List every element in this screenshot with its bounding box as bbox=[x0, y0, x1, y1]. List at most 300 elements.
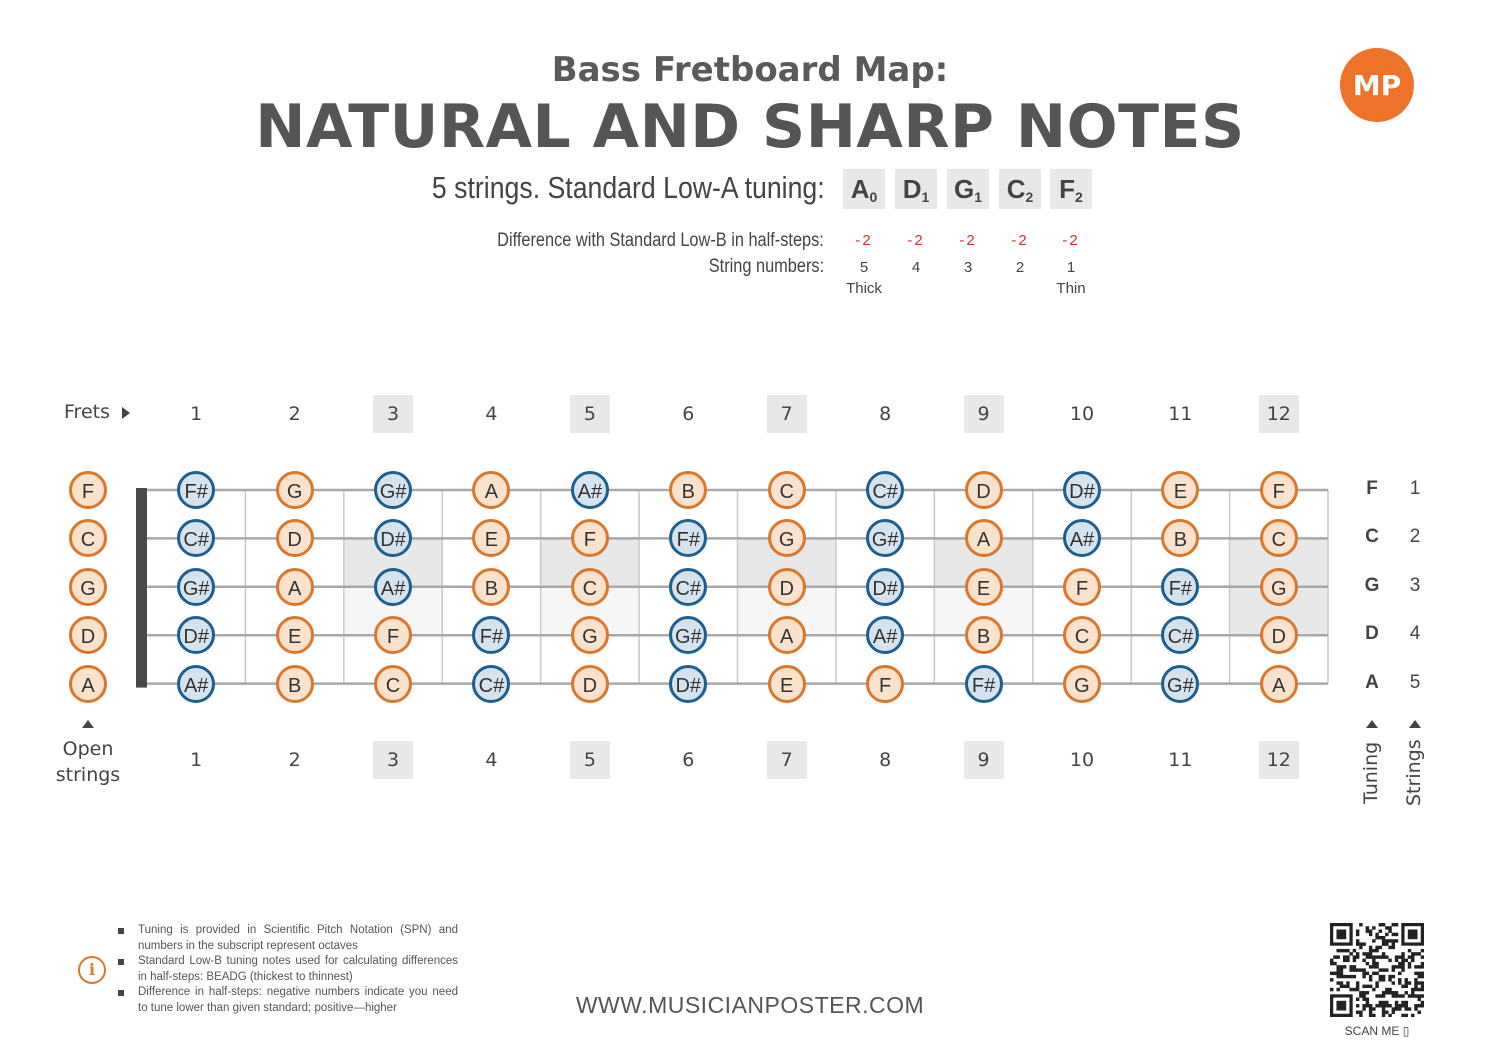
qr-module bbox=[1401, 968, 1404, 971]
qr-module bbox=[1398, 981, 1401, 984]
open-string-note: F bbox=[69, 471, 107, 509]
qr-module bbox=[1369, 978, 1372, 981]
qr-module bbox=[1382, 994, 1385, 997]
natural-note: D bbox=[571, 665, 609, 703]
string-column-number: 5 bbox=[1409, 671, 1421, 693]
qr-module bbox=[1398, 994, 1401, 997]
natural-note: C bbox=[768, 471, 806, 509]
qr-module bbox=[1372, 926, 1375, 929]
qr-module bbox=[1401, 959, 1404, 962]
natural-note: G bbox=[1260, 568, 1298, 606]
qr-module bbox=[1408, 949, 1411, 952]
qr-module bbox=[1401, 994, 1404, 997]
sharp-note: G# bbox=[866, 519, 904, 557]
qr-module bbox=[1369, 946, 1372, 949]
half-step-difference: -2 bbox=[959, 232, 977, 249]
qr-module bbox=[1349, 975, 1352, 978]
qr-module bbox=[1395, 959, 1398, 962]
qr-module bbox=[1356, 981, 1359, 984]
qr-module bbox=[1330, 972, 1333, 975]
qr-module bbox=[1421, 1004, 1424, 1007]
qr-module bbox=[1395, 923, 1398, 926]
qr-module bbox=[1382, 975, 1385, 978]
fret-number-bottom: 12 bbox=[1259, 741, 1299, 779]
qr-module bbox=[1382, 1001, 1385, 1004]
qr-module bbox=[1385, 926, 1388, 929]
qr-module bbox=[1418, 1004, 1421, 1007]
qr-module bbox=[1392, 923, 1395, 926]
qr-module bbox=[1414, 965, 1417, 968]
string-number: 5 bbox=[859, 259, 869, 276]
natural-note: D bbox=[276, 519, 314, 557]
qr-module bbox=[1330, 988, 1333, 991]
qr-module bbox=[1388, 946, 1391, 949]
fret-number-top: 3 bbox=[373, 395, 413, 433]
qr-module bbox=[1366, 926, 1369, 929]
qr-module bbox=[1414, 972, 1417, 975]
qr-module bbox=[1336, 975, 1339, 978]
string-column-number: 1 bbox=[1409, 478, 1421, 499]
natural-note: F bbox=[866, 665, 904, 703]
qr-module bbox=[1401, 962, 1404, 965]
natural-note: G bbox=[768, 519, 806, 557]
qr-module bbox=[1382, 1004, 1385, 1007]
qr-module bbox=[1418, 998, 1421, 1001]
qr-module bbox=[1382, 978, 1385, 981]
fret-number-bottom: 9 bbox=[964, 741, 1004, 779]
qr-module bbox=[1421, 972, 1424, 975]
qr-module bbox=[1369, 949, 1372, 952]
qr-module bbox=[1421, 975, 1424, 978]
qr-module bbox=[1369, 955, 1372, 958]
fret-number-top: 6 bbox=[682, 403, 695, 425]
qr-module bbox=[1382, 968, 1385, 971]
tuning-arrow-icon bbox=[1366, 720, 1378, 728]
qr-module bbox=[1395, 939, 1398, 942]
scan-me-label bbox=[1330, 1024, 1424, 1038]
qr-finder bbox=[1336, 929, 1346, 939]
footnote-item: Standard Low-B tuning notes used for calculating differences in half-steps: BEADG (thickest to thinnest) bbox=[118, 954, 458, 985]
qr-module bbox=[1392, 968, 1395, 971]
sharp-note: F# bbox=[669, 519, 707, 557]
qr-module bbox=[1382, 942, 1385, 945]
fret-number-bottom: 3 bbox=[373, 741, 413, 779]
qr-module bbox=[1392, 965, 1395, 968]
sharp-note: C# bbox=[472, 665, 510, 703]
fret-number-top: 12 bbox=[1259, 395, 1299, 433]
sharp-note: F# bbox=[177, 471, 215, 509]
qr-module bbox=[1372, 959, 1375, 962]
qr-module bbox=[1388, 959, 1391, 962]
qr-module bbox=[1359, 1014, 1362, 1017]
difference-label: Difference with Standard Low-B in half-steps: bbox=[497, 230, 824, 251]
natural-note: F bbox=[1260, 471, 1298, 509]
qr-module bbox=[1388, 926, 1391, 929]
sharp-note: A# bbox=[1063, 519, 1101, 557]
qr-module bbox=[1398, 972, 1401, 975]
qr-module bbox=[1369, 1014, 1372, 1017]
qr-module bbox=[1343, 955, 1346, 958]
fret-number-top: 2 bbox=[288, 403, 301, 425]
qr-module bbox=[1401, 1001, 1404, 1004]
tuning-octave: 1 bbox=[921, 189, 930, 205]
qr-module bbox=[1375, 962, 1378, 965]
qr-module bbox=[1411, 991, 1414, 994]
qr-module bbox=[1411, 955, 1414, 958]
qr-module bbox=[1330, 962, 1333, 965]
qr-module bbox=[1405, 1004, 1408, 1007]
qr-module bbox=[1388, 1014, 1391, 1017]
qr-module bbox=[1375, 965, 1378, 968]
fret-number-top: 1 bbox=[190, 403, 203, 425]
fret-number-top: 5 bbox=[570, 395, 610, 433]
qr-module bbox=[1369, 1007, 1372, 1010]
qr-module bbox=[1366, 972, 1369, 975]
tuning-column-note: D bbox=[1365, 623, 1379, 645]
qr-module bbox=[1392, 946, 1395, 949]
qr-module bbox=[1362, 972, 1365, 975]
sharp-note: G# bbox=[374, 471, 412, 509]
qr-module bbox=[1375, 981, 1378, 984]
tuning-note-box bbox=[947, 169, 989, 209]
qr-module bbox=[1408, 962, 1411, 965]
qr-module bbox=[1414, 1004, 1417, 1007]
natural-note: B bbox=[276, 665, 314, 703]
qr-module bbox=[1362, 991, 1365, 994]
tuning-note-box bbox=[843, 169, 885, 209]
qr-module bbox=[1421, 965, 1424, 968]
qr-module bbox=[1398, 1007, 1401, 1010]
tuning-label-vertical: Tuning bbox=[1360, 741, 1382, 804]
qr-module bbox=[1388, 991, 1391, 994]
qr-module bbox=[1333, 972, 1336, 975]
qr-module bbox=[1372, 965, 1375, 968]
qr-module bbox=[1359, 946, 1362, 949]
open-strings-label: Open strings bbox=[55, 738, 121, 786]
qr-module bbox=[1382, 936, 1385, 939]
frets-label: Frets bbox=[64, 401, 110, 423]
qr-module bbox=[1421, 994, 1424, 997]
qr-module bbox=[1366, 929, 1369, 932]
qr-module bbox=[1379, 1004, 1382, 1007]
sharp-note: C# bbox=[1161, 616, 1199, 654]
sharp-note: G# bbox=[1161, 665, 1199, 703]
natural-note: E bbox=[1161, 471, 1199, 509]
qr-module bbox=[1385, 933, 1388, 936]
qr-module bbox=[1401, 1014, 1404, 1017]
qr-module bbox=[1375, 972, 1378, 975]
qr-module bbox=[1379, 955, 1382, 958]
natural-note: D bbox=[965, 471, 1003, 509]
fret-number-bottom: 5 bbox=[570, 741, 610, 779]
qr-module bbox=[1411, 994, 1414, 997]
sharp-note: D# bbox=[1063, 471, 1101, 509]
sharp-note: F# bbox=[1161, 568, 1199, 606]
qr-module bbox=[1379, 1001, 1382, 1004]
sharp-note: G# bbox=[669, 616, 707, 654]
qr-module bbox=[1366, 1004, 1369, 1007]
qr-module bbox=[1379, 923, 1382, 926]
qr-module bbox=[1379, 975, 1382, 978]
footnote-item: Tuning is provided in Scientific Pitch Notation (SPN) and numbers in the subscript represent octaves bbox=[118, 923, 458, 954]
qr-module bbox=[1375, 1004, 1378, 1007]
qr-module bbox=[1346, 985, 1349, 988]
qr-module bbox=[1356, 952, 1359, 955]
tuning-note: A bbox=[850, 174, 870, 204]
qr-module bbox=[1392, 933, 1395, 936]
sharp-note: D# bbox=[374, 519, 412, 557]
qr-module bbox=[1356, 929, 1359, 932]
half-step-difference: -2 bbox=[1062, 232, 1080, 249]
qr-module bbox=[1353, 959, 1356, 962]
qr-module bbox=[1366, 955, 1369, 958]
string-column-number: 3 bbox=[1409, 574, 1421, 596]
tuning-note: G bbox=[953, 174, 975, 204]
qr-module bbox=[1398, 965, 1401, 968]
qr-module bbox=[1418, 965, 1421, 968]
qr-module bbox=[1340, 949, 1343, 952]
qr-module bbox=[1340, 985, 1343, 988]
qr-module bbox=[1353, 955, 1356, 958]
qr-module bbox=[1330, 959, 1333, 962]
tuning-octave: 1 bbox=[974, 189, 983, 205]
half-step-difference: -2 bbox=[907, 232, 925, 249]
qr-module bbox=[1369, 985, 1372, 988]
sharp-note: D# bbox=[866, 568, 904, 606]
qr-module bbox=[1372, 1007, 1375, 1010]
qr-module bbox=[1349, 968, 1352, 971]
qr-module bbox=[1372, 1014, 1375, 1017]
qr-module bbox=[1382, 1007, 1385, 1010]
qr-module bbox=[1346, 955, 1349, 958]
qr-module bbox=[1401, 952, 1404, 955]
qr-finder bbox=[1408, 929, 1418, 939]
qr-module bbox=[1356, 939, 1359, 942]
sharp-note: C# bbox=[669, 568, 707, 606]
qr-module bbox=[1369, 975, 1372, 978]
natural-note: A bbox=[472, 471, 510, 509]
qr-module bbox=[1408, 981, 1411, 984]
qr-module bbox=[1356, 968, 1359, 971]
fret-number-top: 8 bbox=[879, 403, 892, 425]
qr-module bbox=[1418, 952, 1421, 955]
qr-module bbox=[1349, 965, 1352, 968]
qr-module bbox=[1353, 988, 1356, 991]
qr-module bbox=[1375, 936, 1378, 939]
qr-module bbox=[1346, 975, 1349, 978]
qr-module bbox=[1411, 988, 1414, 991]
qr-module bbox=[1379, 936, 1382, 939]
string-column-number: 2 bbox=[1409, 526, 1421, 548]
qr-module bbox=[1379, 946, 1382, 949]
natural-note: C bbox=[571, 568, 609, 606]
tuning-column-note: C bbox=[1365, 526, 1379, 548]
nut bbox=[136, 488, 147, 688]
qr-module bbox=[1388, 929, 1391, 932]
fret-number-top: 11 bbox=[1168, 403, 1193, 425]
qr-module bbox=[1375, 933, 1378, 936]
qr-module bbox=[1421, 988, 1424, 991]
qr-module bbox=[1421, 949, 1424, 952]
fret-number-bottom: 2 bbox=[288, 749, 301, 771]
qr-module bbox=[1356, 942, 1359, 945]
qr-module bbox=[1392, 981, 1395, 984]
qr-module bbox=[1411, 952, 1414, 955]
qr-module bbox=[1411, 959, 1414, 962]
sharp-note: G# bbox=[177, 568, 215, 606]
fret-number-top: 7 bbox=[767, 395, 807, 433]
qr-module bbox=[1356, 933, 1359, 936]
qr-module bbox=[1375, 955, 1378, 958]
fret-number-top: 10 bbox=[1069, 403, 1095, 425]
natural-note: B bbox=[1161, 519, 1199, 557]
qr-module bbox=[1411, 1014, 1414, 1017]
qr-module bbox=[1362, 985, 1365, 988]
natural-note: C bbox=[1260, 519, 1298, 557]
qr-module bbox=[1392, 1011, 1395, 1014]
qr-module bbox=[1379, 994, 1382, 997]
natural-note: A bbox=[1260, 665, 1298, 703]
natural-note: D bbox=[768, 568, 806, 606]
fret-number-top: 9 bbox=[964, 395, 1004, 433]
qr-module bbox=[1385, 1001, 1388, 1004]
qr-module bbox=[1421, 962, 1424, 965]
qr-module bbox=[1359, 968, 1362, 971]
qr-module bbox=[1366, 991, 1369, 994]
fret-number-bottom: 11 bbox=[1168, 749, 1193, 771]
qr-module bbox=[1398, 962, 1401, 965]
tuning-octave: 2 bbox=[1025, 189, 1034, 205]
qr-module bbox=[1405, 991, 1408, 994]
qr-module bbox=[1385, 991, 1388, 994]
qr-module bbox=[1336, 981, 1339, 984]
qr-module bbox=[1414, 994, 1417, 997]
qr-module bbox=[1382, 952, 1385, 955]
tuning-note-box bbox=[1050, 169, 1092, 209]
natural-note: G bbox=[1063, 665, 1101, 703]
qr-module bbox=[1375, 946, 1378, 949]
qr-module bbox=[1333, 955, 1336, 958]
qr-module bbox=[1343, 949, 1346, 952]
qr-module bbox=[1336, 949, 1339, 952]
qr-module bbox=[1418, 981, 1421, 984]
string-numbers-label: String numbers: bbox=[708, 256, 824, 277]
qr-module bbox=[1362, 952, 1365, 955]
qr-module bbox=[1388, 1004, 1391, 1007]
qr-module bbox=[1336, 968, 1339, 971]
tuning-note-box bbox=[999, 169, 1041, 209]
natural-note: B bbox=[669, 471, 707, 509]
sharp-note: A# bbox=[374, 568, 412, 606]
qr-module bbox=[1346, 981, 1349, 984]
qr-module bbox=[1408, 965, 1411, 968]
string-number: 1 bbox=[1066, 259, 1076, 276]
qr-code[interactable] bbox=[1330, 923, 1424, 1017]
qr-module bbox=[1362, 998, 1365, 1001]
tuning-column-note: F bbox=[1366, 478, 1378, 499]
qr-module bbox=[1372, 949, 1375, 952]
qr-module bbox=[1372, 962, 1375, 965]
natural-note: B bbox=[472, 568, 510, 606]
qr-module bbox=[1414, 978, 1417, 981]
qr-module bbox=[1405, 978, 1408, 981]
sharp-note: F# bbox=[965, 665, 1003, 703]
qr-module bbox=[1382, 923, 1385, 926]
qr-module bbox=[1388, 939, 1391, 942]
qr-module bbox=[1418, 975, 1421, 978]
fret-number-top: 4 bbox=[485, 403, 498, 425]
qr-module bbox=[1366, 985, 1369, 988]
page-title: NATURAL AND SHARP NOTES bbox=[255, 92, 1245, 162]
qr-module bbox=[1366, 1001, 1369, 1004]
qr-module bbox=[1356, 985, 1359, 988]
qr-module bbox=[1343, 985, 1346, 988]
qr-module bbox=[1398, 1004, 1401, 1007]
natural-note: C bbox=[1063, 616, 1101, 654]
qr-module bbox=[1346, 959, 1349, 962]
qr-module bbox=[1340, 975, 1343, 978]
qr-module bbox=[1356, 988, 1359, 991]
qr-module bbox=[1421, 955, 1424, 958]
qr-module bbox=[1343, 975, 1346, 978]
qr-module bbox=[1382, 955, 1385, 958]
qr-module bbox=[1418, 972, 1421, 975]
qr-module bbox=[1353, 965, 1356, 968]
footnote-item: Difference in half-steps: negative numbers indicate you need to tune lower than given standard; positive—higher bbox=[118, 985, 458, 1016]
natural-note: C bbox=[374, 665, 412, 703]
subtitle: Bass Fretboard Map: bbox=[551, 50, 949, 90]
qr-module bbox=[1395, 955, 1398, 958]
qr-module bbox=[1353, 975, 1356, 978]
qr-module bbox=[1362, 1004, 1365, 1007]
strings-arrow-icon bbox=[1409, 720, 1421, 728]
natural-note: A bbox=[965, 519, 1003, 557]
info-icon: i bbox=[78, 956, 106, 984]
open-strings-arrow-icon bbox=[82, 720, 94, 728]
website-link[interactable]: WWW.MUSICIANPOSTER.COM bbox=[575, 992, 925, 1018]
qr-module bbox=[1401, 965, 1404, 968]
tuning-column-note: A bbox=[1365, 671, 1379, 693]
qr-module bbox=[1340, 972, 1343, 975]
half-step-difference: -2 bbox=[1011, 232, 1029, 249]
qr-module bbox=[1336, 955, 1339, 958]
qr-module bbox=[1336, 972, 1339, 975]
sharp-note: C# bbox=[177, 519, 215, 557]
natural-note: G bbox=[276, 471, 314, 509]
thick-label: Thick bbox=[846, 280, 882, 297]
natural-note: B bbox=[965, 616, 1003, 654]
natural-note: D bbox=[1260, 616, 1298, 654]
natural-note: E bbox=[768, 665, 806, 703]
qr-module bbox=[1343, 959, 1346, 962]
qr-module bbox=[1372, 955, 1375, 958]
fret-number-bottom: 10 bbox=[1069, 749, 1095, 771]
qr-module bbox=[1375, 994, 1378, 997]
tuning-note: C bbox=[1006, 174, 1026, 204]
string-number: 3 bbox=[963, 259, 973, 276]
qr-module bbox=[1414, 981, 1417, 984]
qr-module bbox=[1359, 1011, 1362, 1014]
logo[interactable]: MP bbox=[1340, 48, 1414, 122]
open-string-note: C bbox=[69, 519, 107, 557]
qr-module bbox=[1421, 985, 1424, 988]
qr-module bbox=[1379, 929, 1382, 932]
qr-module bbox=[1382, 1014, 1385, 1017]
qr-module bbox=[1359, 942, 1362, 945]
qr-module bbox=[1340, 981, 1343, 984]
qr-module bbox=[1392, 994, 1395, 997]
qr-module bbox=[1349, 952, 1352, 955]
